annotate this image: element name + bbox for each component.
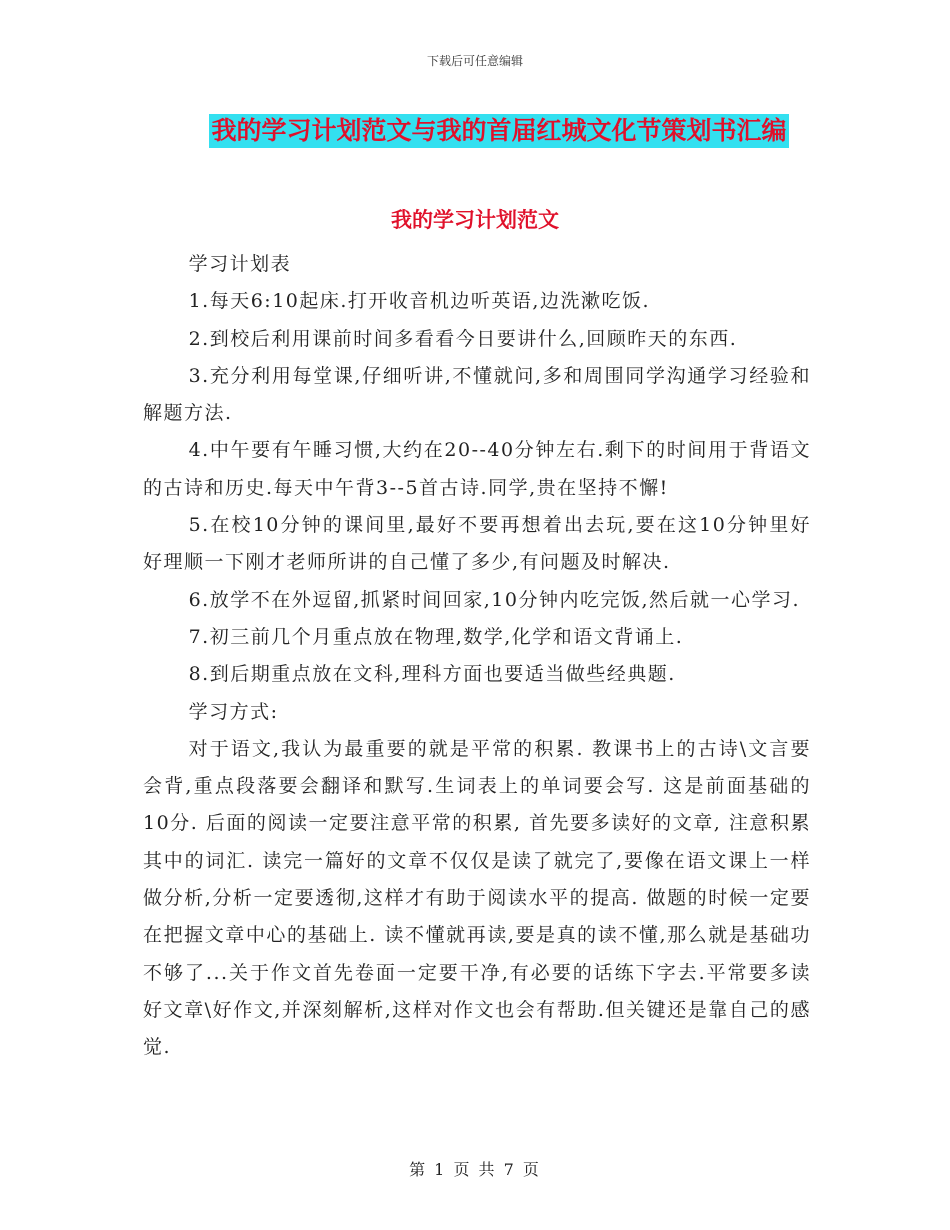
paragraph-item-8: 8.到后期重点放在文科,理科方面也要适当做些经典题. [188,663,676,686]
document-body [143,246,811,1067]
paragraph-item-2: 2.到校后利用课前时间多看看今日要讲什么,回顾昨天的东西. [188,327,738,350]
paragraph-chinese-method: 对于语文,我认为最重要的就是平常的积累. 教课书上的古诗\文言要会背,重点段落要会翻译和默写.生词表上的单词要会写. 这是前面基础的10分. 后面的阅读一定要注意平常的积累, 首先要多读好的文章, 注意积累其中的词汇. 读完一篇好的文章不仅仅是读了就完了,要像在语文课上一样做分析,分析一定要透彻,这样才有助于阅读水平的提高. 做题的时候一定要在把握文章中心的基础上. 读不懂就再读,要是真的读不懂,那么就是基础功不够了...关于作文首先卷面一定要干净,有必要的话练下字去.平常要多读好文章\好作文,并深刻解析,这样对作文也会有帮助.但关键还是靠自己的感觉. [143,737,811,1059]
main-title-container [0,114,950,148]
section-title: 我的学习计划范文 [391,208,559,232]
paragraph-plan-heading: 学习计划表 [188,253,292,275]
header-note: 下载后可任意编辑 [426,54,523,68]
page-number-footer: 第 1 页 共 7 页 [409,1160,541,1179]
paragraph-item-7: 7.初三前几个月重点放在物理,数学,化学和语文背诵上. [188,625,684,648]
paragraph-item-4: 4.中午要有午睡习惯,大约在20--40分钟左右.剩下的时间用于背语文的古诗和历史.每天中午背3--5首古诗.同学,贵在坚持不懈! [143,439,811,499]
paragraph-item-5: 5.在校10分钟的课间里,最好不要再想着出去玩,要在这10分钟里好好理顺一下刚才老师所讲的自己懂了多少,有问题及时解决. [143,514,811,574]
paragraph-item-3: 3.充分利用每堂课,仔细听讲,不懂就问,多和周围同学沟通学习经验和解题方法. [143,364,811,425]
main-title: 我的学习计划范文与我的首届红城文化节策划书汇编 [209,114,788,148]
paragraph-item-1: 1.每天6:10起床.打开收音机边听英语,边洗漱吃饭. [188,290,651,313]
paragraph-method-heading: 学习方式: [188,700,279,723]
paragraph-item-6: 6.放学不在外逗留,抓紧时间回家,10分钟内吃完饭,然后就一心学习. [188,588,801,611]
